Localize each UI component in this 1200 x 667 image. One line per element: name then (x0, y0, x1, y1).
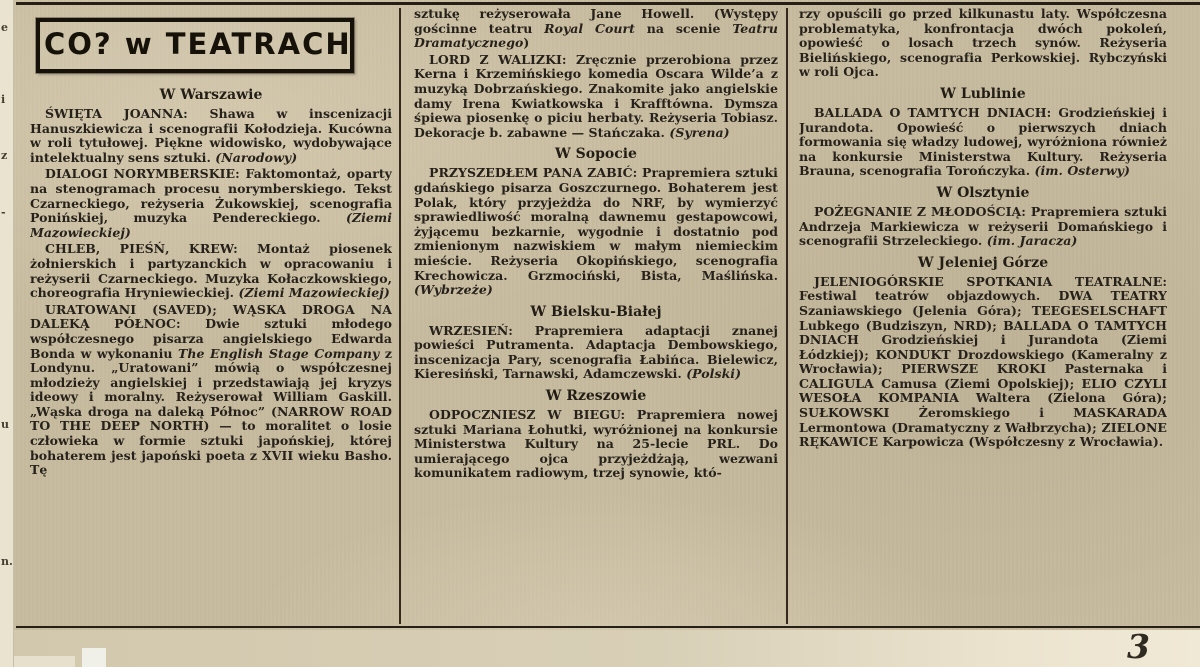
listing-text: CHLEB, PIEŚŃ, KREW: Montaż piosenek żołnierskich i partyzanckich w opracowaniu i reżyserii Czarneckiego. Muzyka Kołaczkowskiego, choreografia Hryniewieckiej. (30, 241, 392, 301)
section-heading: W Lublinie (940, 85, 1026, 102)
theatre-name-italic: (Polski) (686, 366, 742, 382)
listing-paragraph (30, 167, 392, 240)
column-2 (414, 5, 778, 483)
listing-paragraph (414, 53, 778, 141)
listing-paragraph (30, 303, 392, 478)
page-number: 3 (1127, 627, 1150, 666)
theatre-name-italic: (Narodowy) (215, 149, 298, 165)
edge-text-fragment: n. (1, 555, 13, 568)
listing-text: rzy opuścili go przed kilkunastu laty. Współczesna problematyka, konfrontacja dwóch pokoleń, opowieść o losach trzech synów. Reżyseria Bielińskiego, scenografia Perkowskiej. Rybczyński w roli Ojca. (799, 6, 1167, 80)
listing-paragraph (30, 107, 392, 165)
listing-paragraph (414, 7, 778, 51)
edge-text-fragment: - (1, 206, 6, 219)
listing-text: DIALOGI NORYMBERSKIE: Faktomontaż, oparty na stenogramach procesu norymberskiego. Tekst Czarneckiego, reżyseria Żukowskiej, scenografia Ponińskiej, muzyka Pendereckiego. (30, 166, 392, 226)
column-divider-1 (399, 8, 401, 624)
listing-paragraph (414, 166, 778, 297)
bottom-margin (0, 627, 1200, 667)
section-heading: W Warszawie (159, 87, 263, 103)
listing-text: na scenie (635, 20, 733, 36)
theatre-name-italic: The English Stage Company (178, 345, 380, 361)
section-heading: W Sopocie (555, 146, 637, 163)
listing-text: URATOWANI (SAVED); WĄSKA DROGA NA DALEKĄ PÓŁNOC: Dwie sztuki młodego współczesnego pisarza angielskiego Edwarda Bonda w wykonaniu (30, 301, 392, 361)
listing-text: LORD Z WALIZKI: Zręcznie przerobiona przez Kerna i Krzemińskiego komedia Oscara Wilde’a z muzyką Dobrzańskiego. Znakomite jako angielskie damy Irena Kwiatkowska i Krafftówna. Dymsza śpiewa piosenkę o piciu herbaty. Reżyseria Tobiasz. Dekoracje b. zabawne — Stańczaka. (414, 51, 778, 140)
column-3 (799, 5, 1167, 452)
listing-text: ) (523, 35, 530, 51)
listing-paragraph (799, 7, 1167, 80)
listing-text: z Londynu. „Uratowani” mówią o współczesnej młodzieży angielskiej i przedstawiają jej kryzys ideowy i moralny. Reżyserował William Gaskill. „Wąska droga na daleką Północ” (NARROW ROAD TO THE DEEP NORTH) — to moralitet o losie człowieka w formie sztuki japońskiej, której bohaterem jest japoński poeta z XVII wieku Basho. Tę (30, 345, 392, 478)
theatre-name-italic: (Syrena) (669, 124, 730, 140)
theatre-name-italic: (Ziemi Mazowieckiej) (238, 285, 390, 301)
listing-text: ŚWIĘTA JOANNA: Shawa w inscenizacji Hanuszkiewicza i scenografii Kołodzieja. Kucówna w roli tytułowej. Piękne widowisko, wydobywające intelektualny sens sztuki. (30, 106, 392, 165)
page-left-edge (0, 0, 14, 667)
listing-paragraph (799, 275, 1167, 450)
listing-text: ODPOCZNIESZ W BIEGU: Prapremiera nowej sztuki Mariana Łohutki, wyróżnionej na konkursie Ministerstwa Kultury na 25-lecie PRL. Do umierającego ojca przyjeżdżają, wezwani komunikatem radiowym, trzej synowie, któ- (414, 407, 778, 481)
edge-text-fragment: i (1, 93, 6, 106)
theatre-name-italic: (Ziemi Mazowieckiej) (30, 210, 392, 240)
listing-paragraph (799, 205, 1167, 249)
theatre-name-italic: Teatru Dramatycznego (414, 20, 778, 51)
section-heading: W Jeleniej Górze (917, 254, 1049, 271)
listing-text: WRZESIEŃ: Prapremiera adaptacji znanej powieści Putramenta. Adaptacja Dembowskiego, inscenizacja Pary, scenografia Łabińca. Bielewicz, Kieresiński, Tarnawski, Adamczewski. (414, 322, 778, 382)
column-divider-2 (786, 8, 788, 624)
theatre-name-italic: (Wybrzeże) (414, 282, 493, 298)
section-heading: W Bielsku-Białej (530, 303, 662, 320)
section-heading: W Rzeszowie (545, 388, 647, 405)
theatre-name-italic: (im. Osterwy) (1034, 163, 1130, 179)
listing-text: JELENIOGÓRSKIE SPOTKANIA TEATRALNE: Festiwal teatrów objazdowych. DWA TEATRY Szaniawskiego (Jelenia Góra); TEEGESELSCHAFT Lubkego (Budziszyn, NRD); BALLADA O TAMTYCH DNIACH Grodzieńskiej i Jurandota (Ziemi Łódzkiej); KONDUKT Drozdowskiego (Kameralny z Wrocławia); PIERWSZE KROKI Pasternaka i CALIGULA Camusa (Ziemi Opolskiej); ELIO CZYLI WESOŁA KOMPANIA Waltera (Zielona Góra); SUŁKOWSKI Żeromskiego i MASKARADA Lermontowa (Dramatyczny z Wałbrzycha); ZIELONE RĘKAWICE Karpowicza (Współczesny z Wrocławia). (799, 273, 1167, 450)
edge-text-fragment: u (1, 418, 9, 431)
column-1 (30, 12, 392, 480)
listing-paragraph (30, 242, 392, 300)
listing-text: PRZYSZEDŁEM PANA ZABIĆ: Prapremiera sztuki gdańskiego pisarza Goszczurnego. Bohaterem jest Polak, który przyjeżdża do NRF, by wymierzyć sprawiedliwość moralną dawnemu gestapowcowi, żyjącemu bezkarnie, wygodnie i dostatnio pod zmienionym nazwiskiem w małym niemieckim mieście. Reżyseria Okopińskiego, scenografia Krechowicza. Grzmociński, Bista, Maślińska. (414, 165, 778, 283)
section-title-box (36, 18, 354, 73)
paper-tear (82, 648, 106, 667)
listing-paragraph (414, 408, 778, 481)
theatre-name-italic: Royal Court (544, 20, 635, 36)
bottom-rule (16, 626, 1200, 628)
paper-tear-2 (13, 656, 75, 667)
edge-text-fragment: z (1, 149, 8, 162)
listing-text: BALLADA O TAMTYCH DNIACH: Grodzieńskiej i Jurandota. Opowieść o pierwszych dniach formowania się władzy ludowej, wyróżniona również na konkursie Ministerstwa Kultury. Reżyseria Brauna, scenografia Torończyka. (799, 104, 1167, 179)
section-title: CO? w TEATRACH (44, 27, 352, 61)
listing-text: sztukę reżyserowała Jane Howell. (Występy gościnne teatru (414, 6, 778, 36)
section-heading: W Olsztynie (936, 184, 1030, 201)
edge-text-fragment: e (1, 21, 8, 34)
listing-paragraph (799, 106, 1167, 179)
listing-paragraph (414, 324, 778, 382)
listing-text: POŻEGNANIE Z MŁODOŚCIĄ: Prapremiera sztuki Andrzeja Markiewicza w reżyserii Domańskiego i scenografii Strzeleckiego. (799, 203, 1167, 249)
theatre-name-italic: (im. Jaracza) (986, 233, 1078, 249)
